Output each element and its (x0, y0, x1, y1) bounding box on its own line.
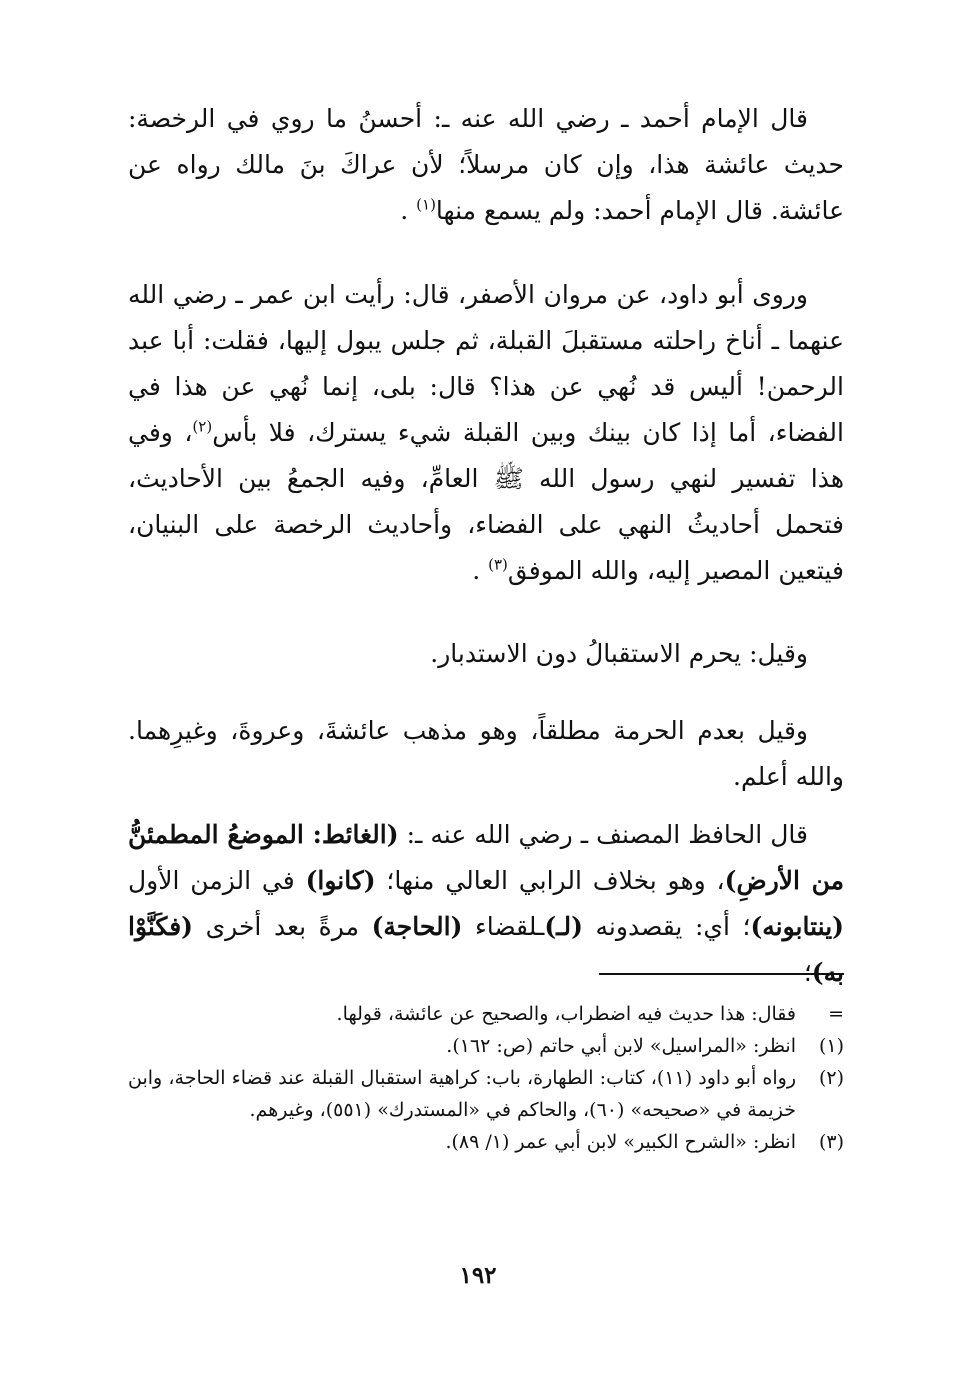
footnote-text: انظر: «المراسيل» لابن أبي حاتم (ص: ١٦٢). (446, 1035, 796, 1057)
paragraph-1 (128, 96, 844, 234)
matn-quote-4: (لـ) (544, 912, 583, 941)
paragraph-5-seg-3: في الزمن الأول (128, 866, 306, 895)
matn-quote-1: (الغائط: الموضعُ المطمئنُّ من الأرضِ) (128, 820, 844, 895)
footnote-ref-3[interactable]: (٣) (488, 555, 508, 574)
footnote-text: انظر: «الشرح الكبير» لابن أبي عمر (١/ ٨٩). (445, 1131, 796, 1153)
footnote-2 (128, 1062, 844, 1126)
footnote-1 (128, 1030, 844, 1062)
footnote-marker: (١) (818, 1035, 844, 1057)
paragraph-2-part-2: ، وفي هذا تفسير لنهي رسول الله ﷺ العامِّ، وفيه الجمعُ بين الأحاديث، فتحمل أحاديثُ النهي على الفضاء، وأحاديث الرخصة على البنيان، فيتعين المصير إليه، والله الموفق (128, 418, 844, 585)
footnote-marker: (٣) (818, 1131, 844, 1153)
paragraph-1-text: قال الإمام أحمد ـ رضي الله عنه ـ: أحسنُ ما روي في الرخصة: حديث عائشة هذا، وإن كان مرسلاً؛ لأن عراكَ بنَ مالك رواه عن عائشة. قال الإمام أحمد: ولم يسمع منها (128, 104, 844, 225)
paragraph-2-part-1: وروى أبو داود، عن مروان الأصفر، قال: رأيت ابن عمر ـ رضي الله عنهما ـ أناخ راحلته مستقبلَ القبلة، ثم جلس يبول إليها، فقلت: أبا عبد الرحمن! أليس قد نُهي عن هذا؟ قال: بلى، إنما نُهي عن هذا في الفضاء، أما إذا كان بينك وبين القبلة شيء يسترك، فلا بأس (128, 280, 844, 447)
footnote-continuation (128, 998, 844, 1030)
paragraph-1-end: . (400, 196, 417, 225)
paragraph-5 (128, 812, 844, 996)
page-number: ١٩٢ (459, 1262, 497, 1289)
footnote-ref-1[interactable]: (١) (416, 195, 436, 214)
footnotes (128, 998, 844, 1158)
paragraph-5-seg-2: ، وهو بخلاف الرابي العالي منها؛ (375, 866, 725, 895)
footnote-marker: = (828, 1003, 844, 1025)
matn-quote-2: (كانوا) (305, 866, 376, 895)
footnote-text: فقال: هذا حديث فيه اضطراب، والصحيح عن عائشة، قولها. (336, 1003, 796, 1025)
paragraph-3 (128, 631, 844, 677)
paragraph-5-seg-5: ـلقضاء (462, 912, 545, 941)
footnote-text: رواه أبو داود (١١)، كتاب: الطهارة، باب: كراهية استقبال القبلة عند قضاء الحاجة، وابن خزيمة في «صحيحه» (٦٠)، والحاكم في «المستدرك» (٥٥١)، وغيرهم. (128, 1067, 797, 1121)
paragraph-5-seg-6: مرةً بعد أخرى (193, 912, 372, 941)
paragraph-2-end: . (472, 556, 489, 585)
paragraph-3-text: وقيل: يحرم الاستقبالُ دون الاستدبار. (430, 639, 808, 668)
matn-quote-3: (ينتابونه) (750, 912, 844, 941)
matn-quote-5: (الحاجة) (371, 912, 463, 941)
paragraph-5-seg-4: ؛ أي: يقصدونه (582, 912, 751, 941)
paragraph-5-seg-1: قال الحافظ المصنف ـ رضي الله عنه ـ: (398, 820, 808, 849)
paragraph-4 (128, 708, 844, 800)
footnote-ref-2[interactable]: (٢) (192, 417, 213, 436)
footnote-separator (599, 973, 844, 975)
paragraph-5-seg-7: ؛ (803, 958, 812, 987)
paragraph-4-text: وقيل بعدم الحرمة مطلقاً، وهو مذهب عائشةَ، وعروةَ، وغيرِهما. والله أعلم. (128, 716, 844, 791)
footnote-3 (128, 1126, 844, 1158)
matn-quote-6: (فكَنَّوْا به) (128, 912, 844, 987)
footnote-marker: (٢) (818, 1067, 844, 1089)
paragraph-2 (128, 272, 844, 594)
